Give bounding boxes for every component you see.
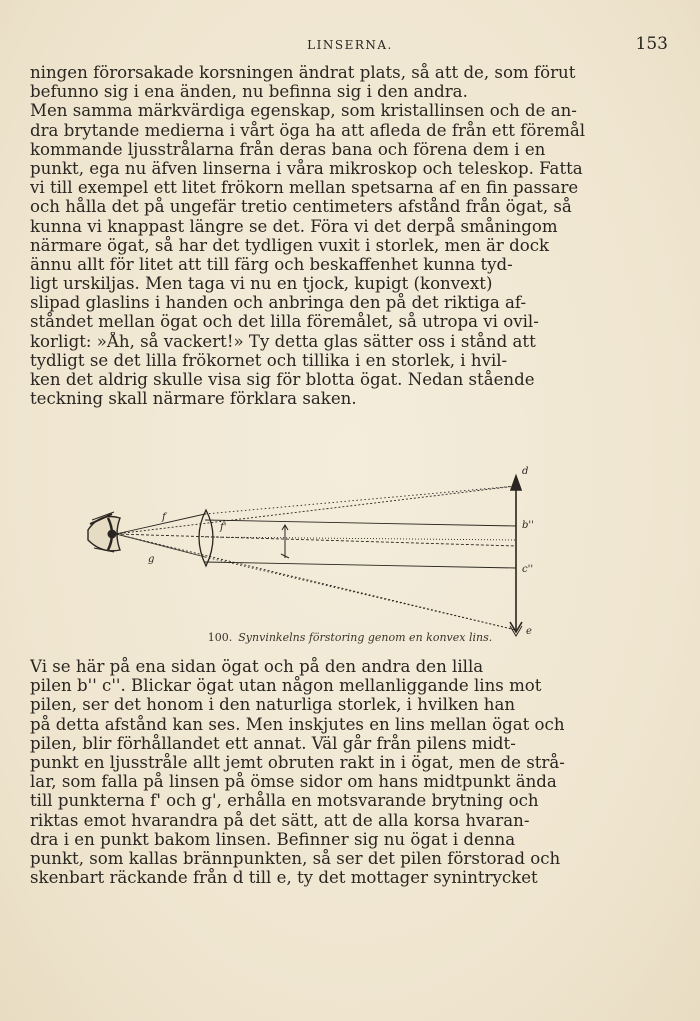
text-line: ken det aldrig skulle visa sig för blotta ögat. Nedan stående: [30, 370, 535, 389]
text-line: dra brytande medierna i vårt öga ha att afleda de från ett föremål: [30, 120, 586, 140]
paragraph-bottom: [30, 657, 670, 887]
text-line: tydligt se det lilla frökornet och tillika i en storlek, i hvil-: [30, 350, 508, 370]
label-e: e: [526, 626, 532, 637]
large-arrow: [510, 476, 522, 636]
small-arrow: [281, 525, 289, 558]
text-line: lar, som falla på linsen på ömse sidor om hans midtpunkt ända: [30, 772, 557, 792]
text-line: Vi se här på ena sidan ögat och på den andra den lilla: [30, 657, 484, 676]
label-d: d: [522, 466, 529, 477]
text-line: ännu allt för litet att till färg och beskaffenhet kunna tyd-: [30, 254, 513, 274]
label-g: g: [148, 554, 155, 565]
text-line: korligt: »Åh, så vackert!» Ty detta glas sätter oss i stånd att: [30, 331, 536, 351]
text-line: vi till exempel ett litet frökorn mellan spetsarna af en fin passare: [30, 178, 579, 198]
paragraph-top: [30, 63, 670, 408]
text-line: befunno sig i ena änden, nu befinna sig i den andra.: [30, 82, 468, 102]
text-line: punkt, som kallas brännpunkten, så ser det pilen förstorad och: [30, 848, 561, 868]
text-line: på detta afstånd kan ses. Men inskjutes en lins mellan ögat och: [30, 714, 565, 734]
text-line: pilen, ser det honom i den naturliga storlek, i hvilken han: [30, 695, 516, 715]
text-line: punkt, ega nu äfven linserna i våra mikroskop och teleskop. Fatta: [30, 158, 583, 178]
label-b: b'': [522, 520, 534, 531]
text-line: teckning skall närmare förklara saken.: [30, 389, 357, 409]
label-f: f: [162, 512, 166, 523]
text-line: pilen b'' c''. Blickar ögat utan någon mellanliggande lins mot: [30, 676, 542, 696]
text-line: närmare ögat, så har det tydligen vuxit i storlek, men är dock: [30, 235, 550, 255]
eye-drawing: [88, 512, 120, 552]
label-c: c'': [522, 564, 534, 575]
text-line: skenbart räckande från d till e, ty det mottager synintrycket: [30, 868, 538, 888]
page-number: 153: [635, 34, 668, 54]
text-line: dra i en punkt bakom linsen. Befinner sig nu ögat i denna: [30, 829, 516, 849]
text-line: till punkterna f' och g', erhålla en motsvarande brytning och: [30, 791, 539, 811]
text-line: ligt urskiljas. Men taga vi nu en tjock, kupigt (konvext): [30, 274, 493, 294]
text-line: och hålla det på ungefär tretio centimeters afstånd från ögat, så: [30, 197, 572, 217]
text-line: kunna vi knappast längre se det. Föra vi det derpå småningom: [30, 216, 558, 236]
text-line: kommande ljusstrålarna från deras bana och förena dem i en: [30, 139, 546, 159]
text-line: Men samma märkvärdiga egenskap, som kristallinsen och de an-: [30, 101, 577, 121]
text-line: ståndet mellan ögat och det lilla föremålet, så utropa vi ovil-: [30, 312, 539, 332]
figure-number: 100.: [207, 631, 233, 644]
text-line: riktas emot hvarandra på det sätt, att de alla korsa hvaran-: [30, 810, 530, 830]
running-head: LINSERNA.: [307, 38, 393, 52]
text-line: punkt en ljusstråle allt jemt obruten rakt in i ögat, men de strå-: [30, 752, 565, 772]
figure-caption-text: Synvinkelns förstoring genom en konvex lins.: [238, 631, 493, 644]
page-header: [30, 34, 670, 58]
label-f-prime: f': [220, 522, 227, 533]
lens-diagram: [80, 462, 550, 642]
text-line: slipad glaslins i handen och anbringa den på det riktiga af-: [30, 293, 527, 313]
light-rays: [116, 486, 516, 630]
text-line: ningen förorsakade korsningen ändrat plats, så att de, som förut: [30, 63, 576, 82]
figure-caption: [0, 631, 700, 644]
text-line: pilen, blir förhållandet ett annat. Väl går från pilens midt-: [30, 733, 516, 753]
